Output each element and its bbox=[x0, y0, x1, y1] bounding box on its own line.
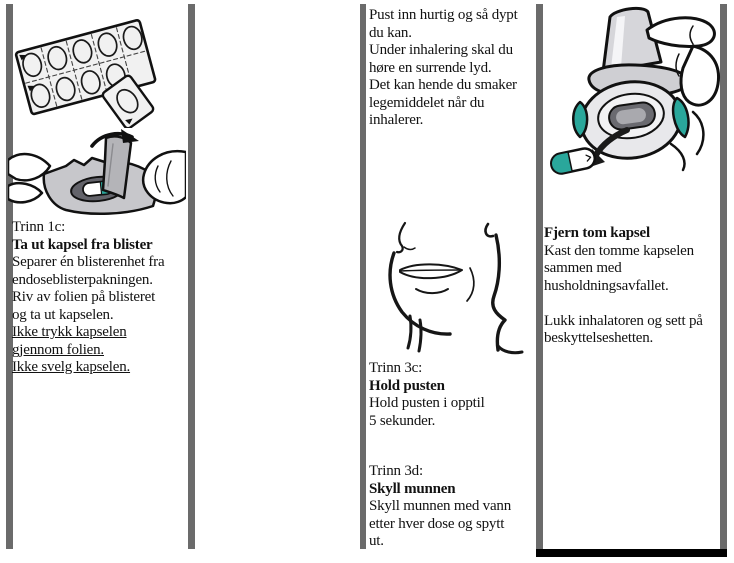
body-line: etter hver dose og spytt bbox=[369, 515, 505, 532]
ear-line bbox=[486, 224, 493, 236]
paragraph-gap bbox=[544, 295, 703, 313]
fold-divider-3 bbox=[360, 4, 366, 549]
left-finger bbox=[8, 183, 42, 202]
step-label: Trinn 3d: bbox=[369, 463, 423, 479]
teal-button-left bbox=[573, 102, 587, 137]
body-line: husholdningsavfallet. bbox=[544, 277, 669, 294]
panel-inhale-intro bbox=[369, 7, 518, 130]
body-line: høre en surrende lyd. bbox=[369, 59, 492, 76]
body-line: Det kan hende du smaker bbox=[369, 77, 517, 93]
body-line: du kan. bbox=[369, 24, 412, 41]
body-line: legemiddelet når du bbox=[369, 94, 485, 111]
index-finger bbox=[647, 18, 714, 47]
fold-divider-2 bbox=[188, 4, 195, 549]
neck-back-line bbox=[493, 235, 505, 350]
body-line: inhalerer. bbox=[369, 112, 424, 128]
body-line: Hold pusten i opptil bbox=[369, 395, 485, 411]
step-title: Fjern tom kapsel bbox=[544, 225, 650, 241]
neck-front-line-2 bbox=[419, 320, 421, 351]
body-line: beskyttelseshetten. bbox=[544, 330, 654, 346]
peel-arrow-head bbox=[121, 129, 139, 143]
warning-line: Ikke trykk kapselen bbox=[12, 324, 127, 340]
face-profile-illustration bbox=[372, 220, 524, 356]
step-title: Hold pusten bbox=[369, 377, 445, 394]
body-line: Skyll munnen med vann bbox=[369, 498, 512, 514]
body-line: ut. bbox=[369, 533, 384, 549]
step-title: Skyll munnen bbox=[369, 480, 456, 497]
peel-foil-hands-illustration bbox=[8, 126, 186, 220]
chin-crease bbox=[416, 289, 448, 293]
warning-line: gjennom folien. bbox=[12, 341, 104, 358]
right-hand bbox=[143, 151, 186, 203]
body-line: 5 sekunder. bbox=[369, 412, 436, 429]
blister-card-illustration bbox=[12, 18, 174, 128]
panel-step-3d bbox=[369, 463, 511, 551]
step-title: Ta ut kapsel fra blister bbox=[12, 236, 153, 253]
panel-step-3c bbox=[369, 360, 485, 430]
panel-remove-text bbox=[544, 225, 703, 348]
body-line: Riv av folien på blisteret bbox=[12, 289, 156, 305]
panel-bottom-rule bbox=[536, 549, 727, 557]
hand bbox=[681, 46, 719, 105]
body-line: Lukk inhalatoren og sett på bbox=[544, 312, 703, 329]
body-line: Pust inn hurtig og så dypt bbox=[369, 7, 518, 23]
body-line: sammen med bbox=[544, 260, 622, 276]
body-line: og ta ut kapselen. bbox=[12, 306, 114, 323]
inhaler-capsule-illustration bbox=[543, 4, 723, 176]
shoulder-hook-line bbox=[498, 346, 522, 353]
body-line: Kast den tomme kapselen bbox=[544, 242, 694, 259]
nose-line bbox=[397, 223, 405, 252]
step-label: Trinn 1c: bbox=[12, 219, 66, 235]
body-line: endoseblisterpakningen. bbox=[12, 271, 153, 288]
fold-divider-4 bbox=[536, 4, 543, 549]
nostril-line bbox=[404, 247, 415, 249]
warning-line: Ikke svelg kapselen. bbox=[12, 359, 131, 375]
body-line: Separer én blisterenhet fra bbox=[12, 254, 165, 270]
cheek-line bbox=[467, 268, 474, 301]
capsule-teal-half bbox=[549, 152, 572, 176]
step-label: Trinn 3c: bbox=[369, 360, 423, 376]
panel-blister-text bbox=[12, 219, 164, 377]
body-line: Under inhalering skal du bbox=[369, 42, 513, 58]
empty-capsule bbox=[549, 147, 596, 176]
